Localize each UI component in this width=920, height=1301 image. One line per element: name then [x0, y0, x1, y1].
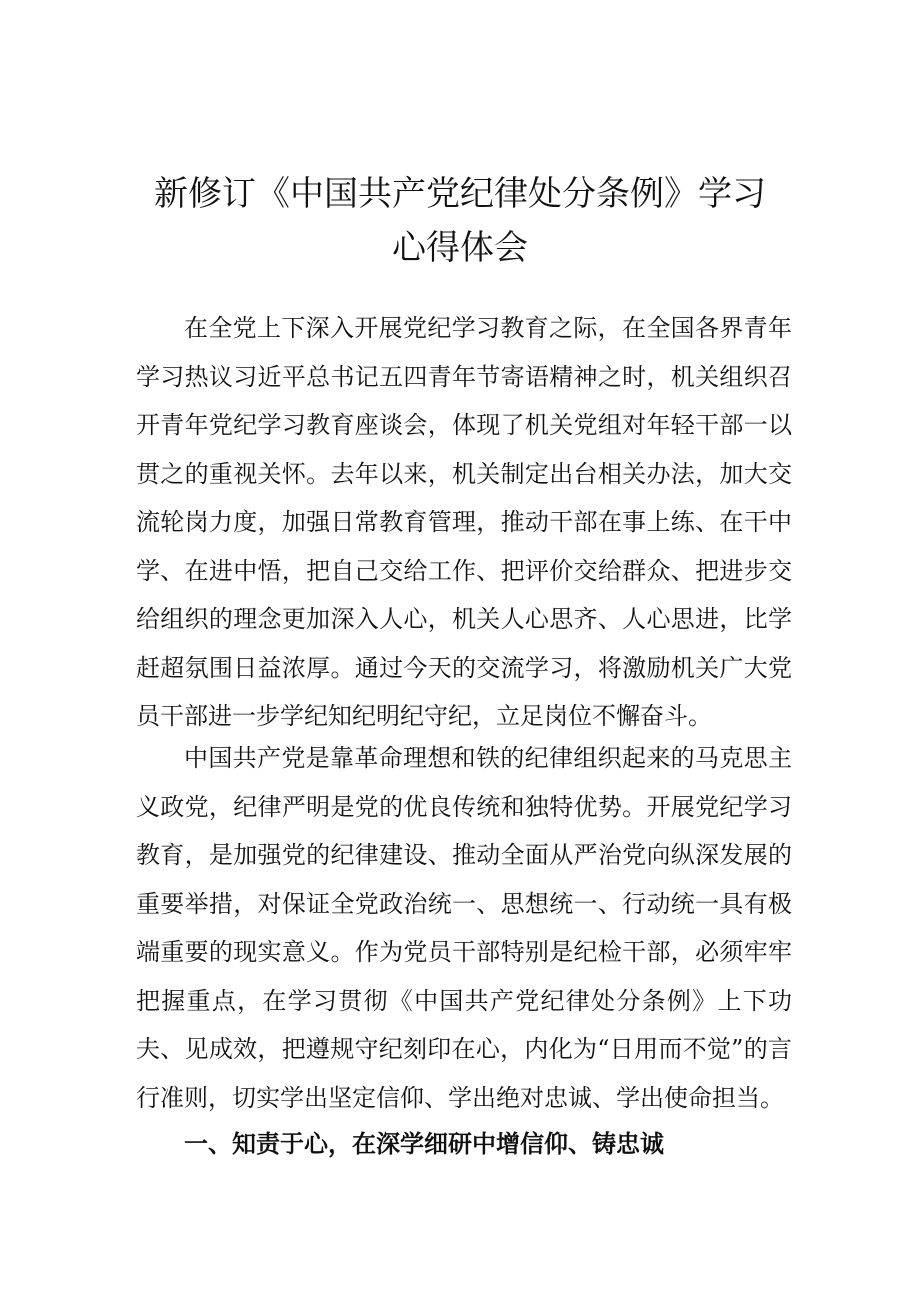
document-title-line-2: 心得体会 — [392, 228, 528, 268]
body-paragraph-1: 在全党上下深入开展党纪学习教育之际，在全国各界青年学习热议习近平总书记五四青年节寄语精神之时，机关组织召开青年党纪学习教育座谈会，体现了机关党组对年轻干部一以贯之的重视关怀。去年以来，机关制定出台相关办法，加大交流轮岗力度，加强日常教育管理，推动干部在事上练、在干中学、在进中悟，把自己交给工作、把评价交给群众、把进步交给组织的理念更加深入人心，机关人心思齐、人心思进，比学赶超氛围日益浓厚。通过今天的交流学习，将激励机关广大党员干部进一步学纪知纪明纪守纪，立足岗位不懈奋斗。 — [136, 314, 792, 730]
section-heading-1: 一、知责于心，在深学细研中增信仰、铸忠诚 — [184, 1130, 664, 1158]
document-title-line-1: 新修订《中国共产党纪律处分条例》学习 — [154, 174, 766, 214]
body-paragraph-2: 中国共产党是靠革命理想和铁的纪律组织起来的马克思主义政党，纪律严明是党的优良传统和独特优势。开展党纪学习教育，是加强党的纪律建设、推动全面从严治党向纵深发展的重要举措，对保证全党政治统一、思想统一、行动统一具有极端重要的现实意义。作为党员干部特别是纪检干部，必须牢牢把握重点，在学习贯彻《中国共产党纪律处分条例》上下功夫、见成效，把遵规守纪刻印在心，内化为“日用而不觉”的言行准则，切实学出坚定信仰、学出绝对忠诚、学出使命担当。 — [136, 744, 792, 1112]
